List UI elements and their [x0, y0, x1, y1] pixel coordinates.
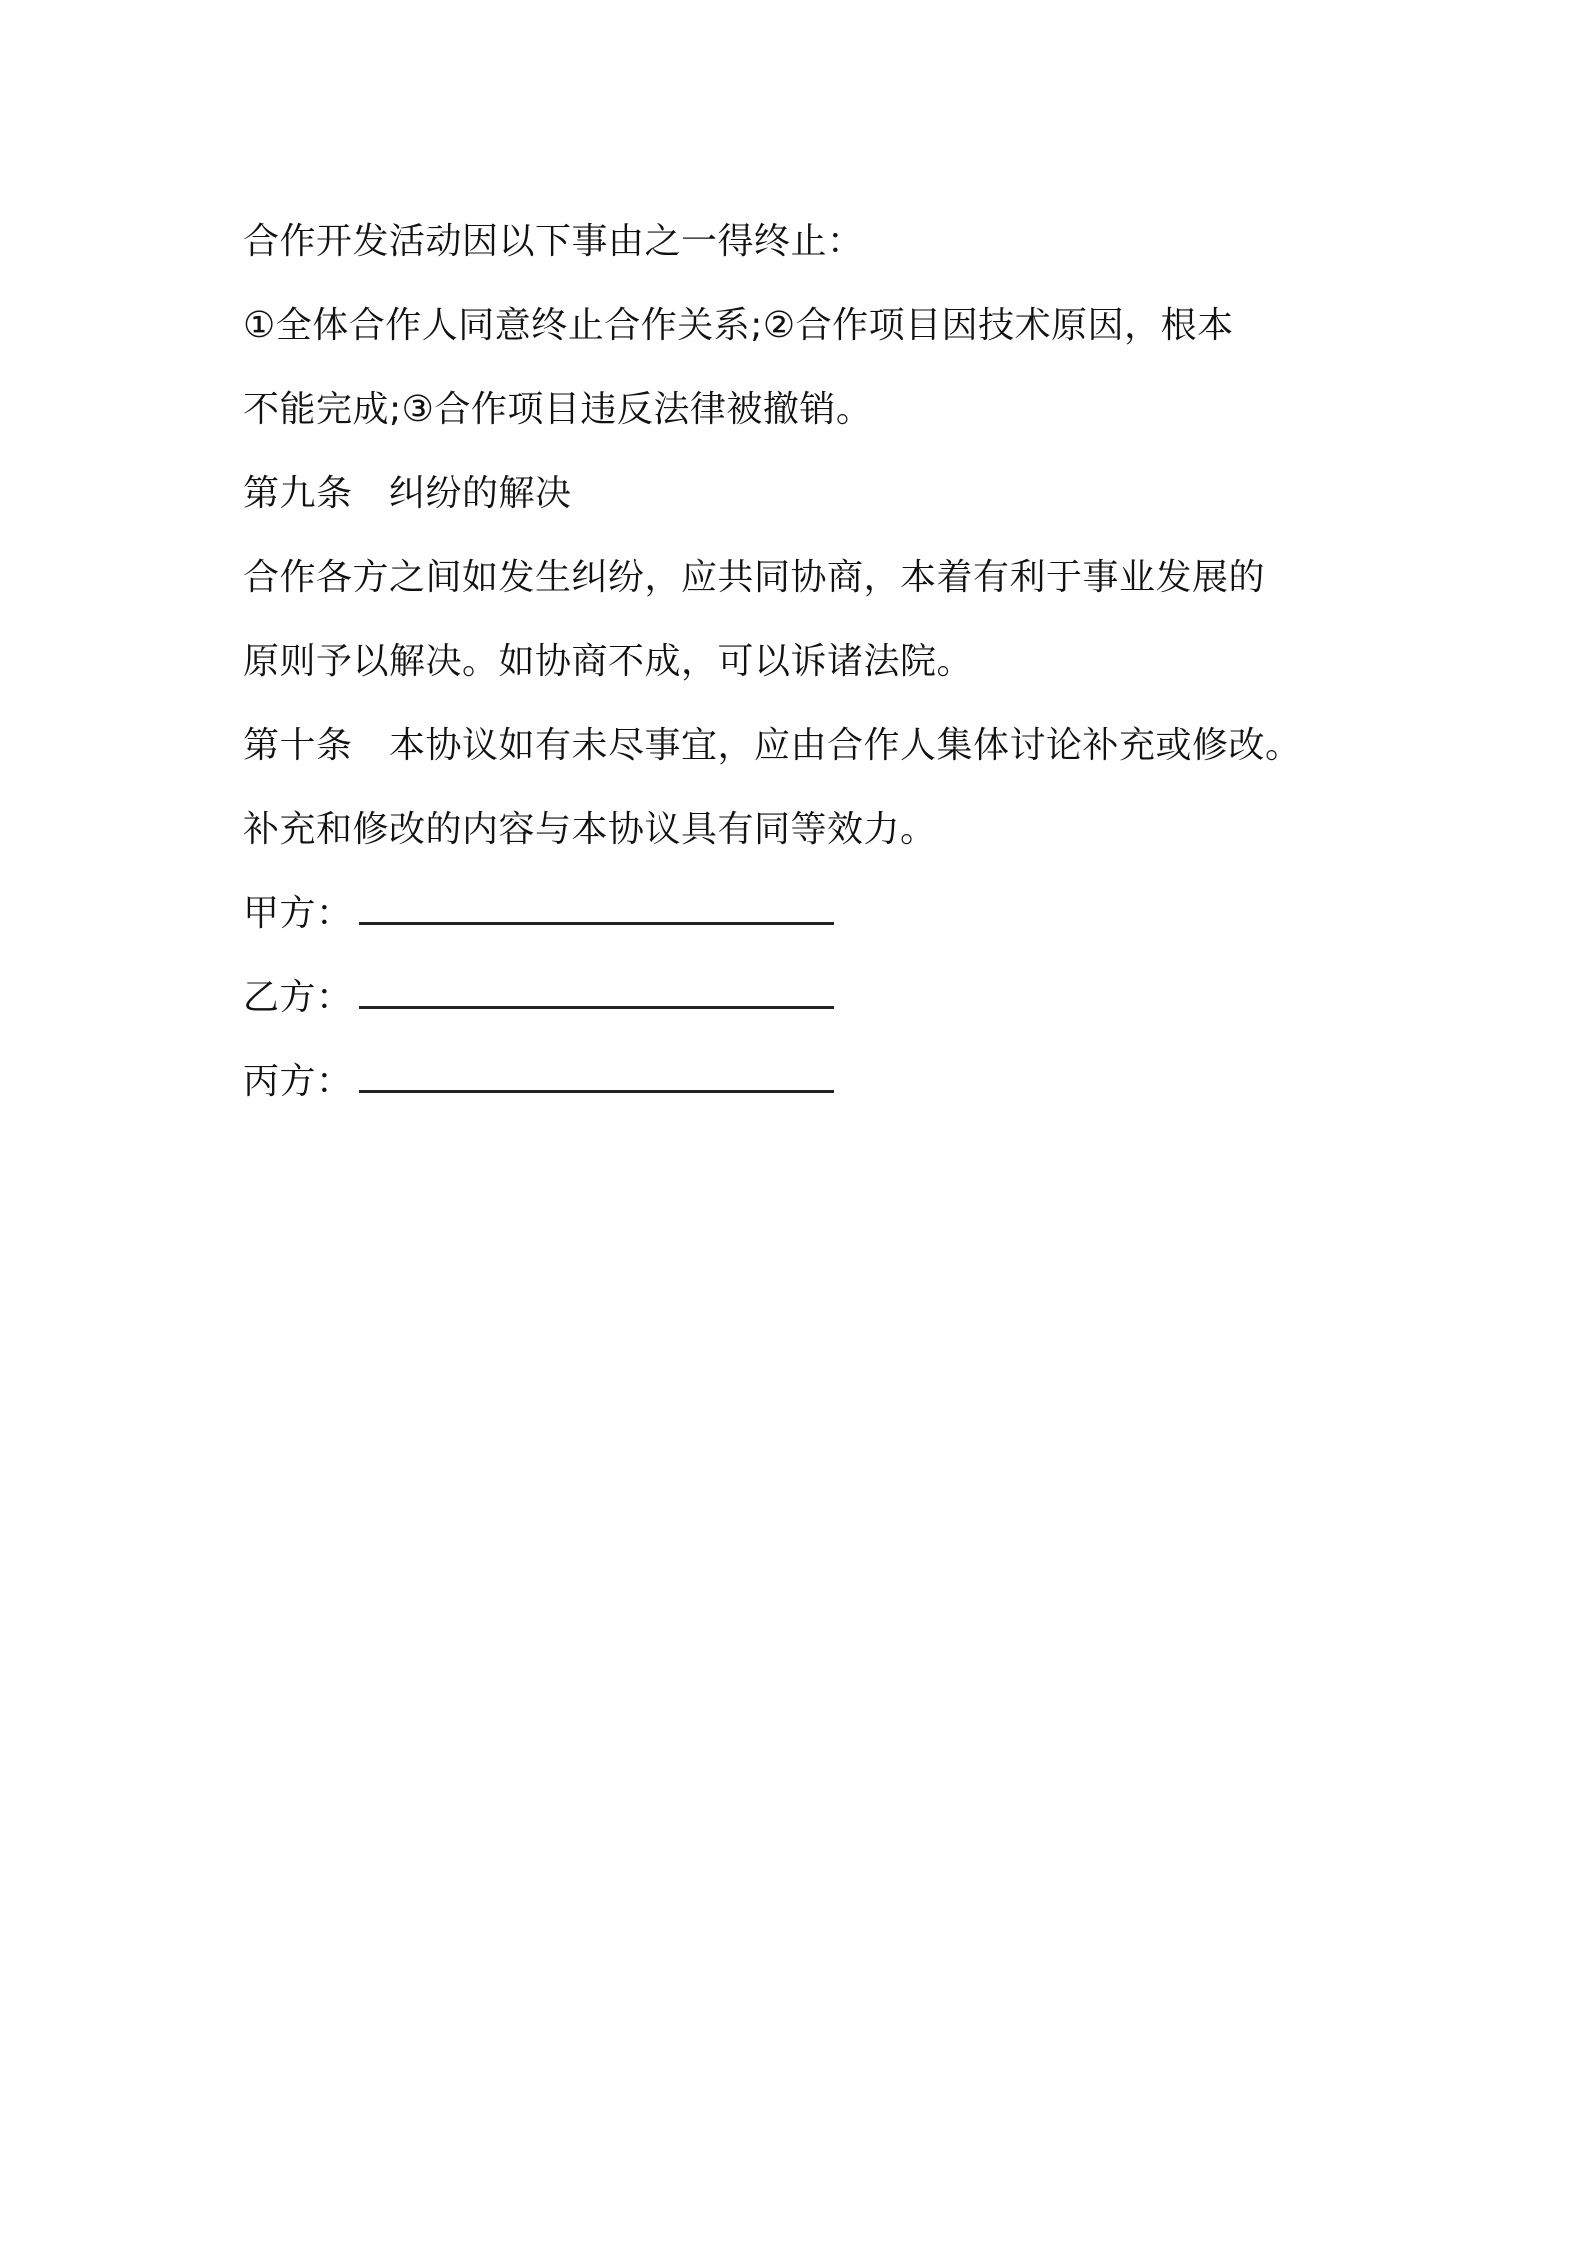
document-body: [243, 200, 1383, 1124]
party-a-signature-blank: [359, 892, 834, 925]
article-10-text-line-1: 第十条 本协议如有未尽事宜，应由合作人集体讨论补充或修改。: [243, 725, 1302, 766]
signature-party-c: [243, 1040, 1383, 1124]
party-c-signature-blank: [359, 1060, 834, 1093]
termination-reasons-line-1: ①全体合作人同意终止合作关系;②合作项目因技术原因，根本: [243, 305, 1234, 346]
article-9-heading: 第九条 纠纷的解决: [243, 473, 572, 514]
termination-reasons-line-2: 不能完成;③合作项目违反法律被撤销。: [243, 389, 873, 430]
dispute-text-line-1: 合作各方之间如发生纠纷，应共同协商，本着有利于事业发展的: [243, 557, 1266, 598]
signature-party-b: [243, 956, 1383, 1040]
party-c-label: 丙方：: [243, 1061, 353, 1102]
dispute-text-line-2: 原则予以解决。如协商不成，可以诉诸法院。: [243, 641, 974, 682]
signature-party-a: [243, 872, 1383, 956]
article-10-text-line-2: 补充和修改的内容与本协议具有同等效力。: [243, 809, 937, 850]
party-b-signature-blank: [359, 976, 834, 1009]
party-b-label: 乙方：: [243, 977, 353, 1018]
termination-intro: 合作开发活动因以下事由之一得终止：: [243, 221, 864, 262]
party-a-label: 甲方：: [243, 893, 353, 934]
